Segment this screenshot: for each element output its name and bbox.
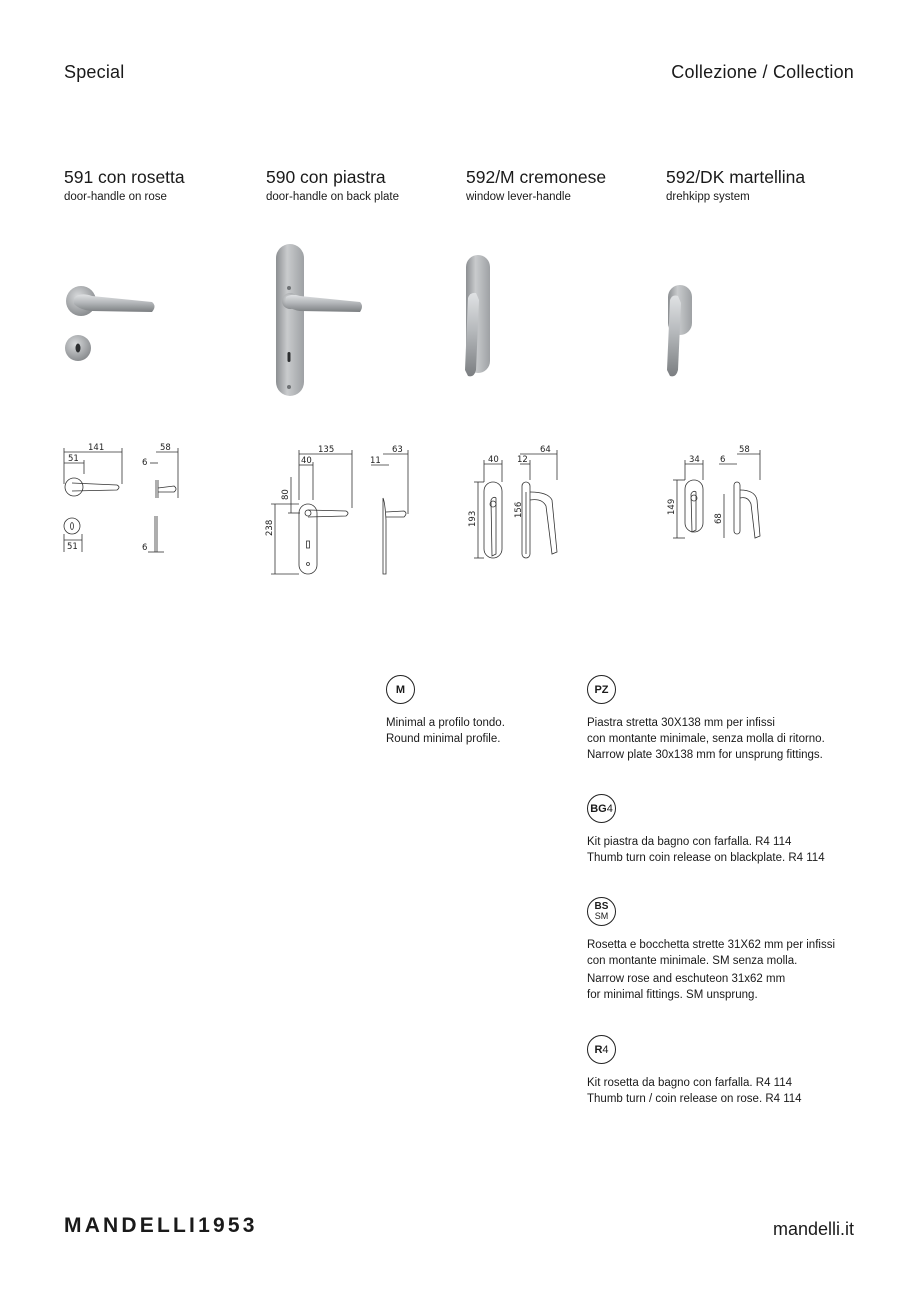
- product-subtitle: door-handle on rose: [64, 191, 167, 203]
- legend-line: Thumb turn coin release on blackplate. R4 114: [587, 852, 825, 864]
- collection-label: Collezione / Collection: [671, 62, 854, 82]
- badge-bg4: [587, 794, 616, 823]
- legend-bg4-text: [587, 834, 825, 866]
- dim-592m-depth: 64: [540, 445, 551, 455]
- dim-590-depth: 63: [392, 445, 403, 455]
- dim-592m-thick: 12: [517, 455, 528, 465]
- badge-bg4-rest: 4: [606, 802, 613, 815]
- badge-r4-bold: R: [594, 1043, 603, 1056]
- badge-bssm-bottom: SM: [594, 911, 609, 921]
- badge-r4: [587, 1035, 616, 1064]
- dim-591-depth: 58: [160, 443, 171, 453]
- legend-m-text: [386, 715, 505, 747]
- dimension-labels: [0, 440, 920, 590]
- dim-592dk-depth: 58: [739, 445, 750, 455]
- product-592m: [466, 166, 666, 205]
- badge-pz-label: PZ: [594, 683, 609, 696]
- product-subtitle: drehkipp system: [666, 191, 750, 203]
- legend-line: con montante minimale, senza molla di ritorno.: [587, 733, 825, 745]
- legend-line: for minimal fittings. SM unsprung.: [587, 989, 758, 1001]
- website-link[interactable]: mandelli.it: [772, 1219, 854, 1239]
- product-photos: [0, 230, 920, 410]
- photo-592dk-handle: [667, 285, 692, 376]
- dim-592dk-height2: 68: [714, 513, 724, 524]
- legend-r4-text: [587, 1075, 802, 1107]
- legend-line: Piastra stretta 30X138 mm per infissi: [587, 717, 775, 729]
- dim-592dk-offset: 34: [689, 455, 700, 465]
- badge-bg4-bold: BG: [590, 802, 607, 815]
- product-subtitle: window lever-handle: [466, 191, 571, 203]
- badge-m: [386, 675, 415, 704]
- dim-592m-height: 193: [468, 510, 478, 527]
- legend-line: Rosetta e bocchetta strette 31X62 mm per infissi: [587, 939, 836, 951]
- dim-592m-height2: 156: [514, 501, 524, 518]
- badge-bssm: [587, 897, 616, 926]
- dim-590-upper: 80: [281, 489, 291, 500]
- brand-logo: MANDELLI1953: [64, 1214, 258, 1237]
- product-subtitle: door-handle on back plate: [266, 191, 399, 203]
- legend-line: Thumb turn / coin release on rose. R4 114: [587, 1093, 802, 1105]
- legend-line: Kit piastra da bagno con farfalla. R4 114: [587, 836, 792, 848]
- product-592dk: [666, 166, 866, 205]
- dim-591-thick: 6: [142, 458, 148, 468]
- product-title: 592/M cremonese: [466, 167, 607, 187]
- product-title: 592/DK martellina: [666, 167, 806, 187]
- dim-592dk-thick: 6: [720, 455, 726, 465]
- dim-591-esc-rose: 51: [67, 542, 78, 552]
- photo-591-handle: [65, 286, 155, 361]
- legend-line: con montante minimale. SM senza molla.: [587, 955, 798, 967]
- dim-591-esc-thick: 6: [142, 543, 148, 553]
- photo-592m-handle: [465, 255, 490, 376]
- legend-line: Kit rosetta da bagno con farfalla. R4 114: [587, 1077, 793, 1089]
- dim-590-thick: 11: [370, 456, 381, 466]
- dim-591-rose: 51: [68, 454, 79, 464]
- product-591: [64, 166, 264, 205]
- legend-bssm-text: [587, 937, 835, 1003]
- dim-590-width: 135: [318, 445, 335, 455]
- badge-pz: [587, 675, 616, 704]
- legend-line: Narrow plate 30x138 mm for unsprung fittings.: [587, 749, 823, 761]
- dim-590-height: 238: [265, 519, 275, 536]
- product-590: [266, 166, 466, 205]
- legend-line: Minimal a profilo tondo.: [386, 717, 505, 729]
- badge-bssm-top: BS: [594, 901, 609, 912]
- product-title: 590 con piastra: [266, 167, 386, 187]
- legend-line: Narrow rose and eschuteon 31x62 mm: [587, 973, 786, 985]
- product-title: 591 con rosetta: [64, 167, 185, 187]
- badge-m-label: M: [395, 683, 406, 696]
- dim-590-offset: 40: [301, 456, 312, 466]
- dim-591-width: 141: [88, 443, 105, 453]
- badge-r4-rest: 4: [602, 1043, 609, 1056]
- photo-590-handle: [276, 244, 362, 396]
- legend-pz-text: [587, 715, 825, 763]
- dim-592dk-height: 149: [667, 498, 677, 515]
- section-label: Special: [64, 62, 125, 82]
- dim-592m-offset: 40: [488, 455, 499, 465]
- legend-line: Round minimal profile.: [386, 733, 501, 745]
